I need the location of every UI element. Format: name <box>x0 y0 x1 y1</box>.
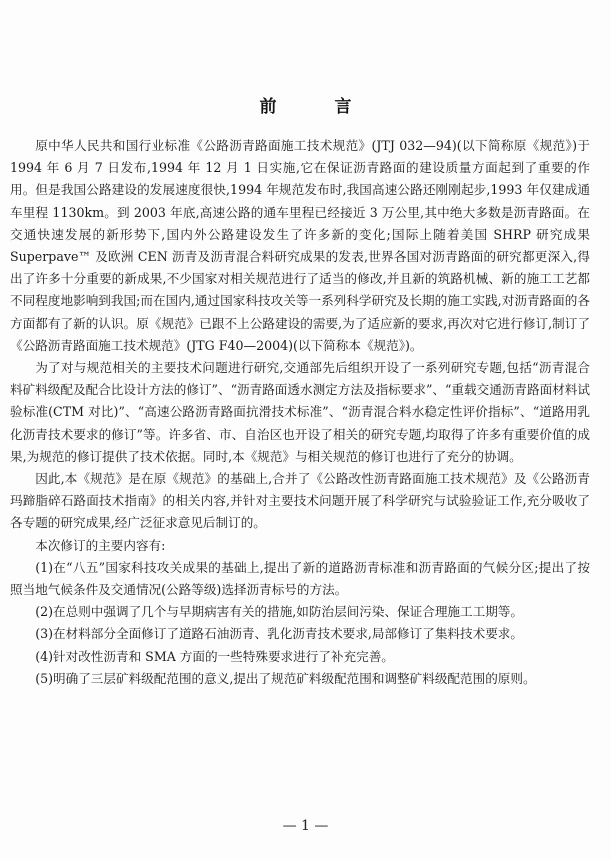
paragraph-revision-heading: 本次修订的主要内容有: <box>35 537 166 553</box>
list-item-revision-1: (1)在“八五”国家科技攻关成果的基础上,提出了新的道路沥青标准和沥青路面的气候分区;提出了按照当地气候条件及交通情况(公路等级)选择沥青标号的方法。 <box>10 559 590 598</box>
page-title: 前 言 <box>259 97 378 117</box>
preface-body <box>10 135 590 690</box>
paragraph-research-topics: 为了对与规范相关的主要技术问题进行研究,交通部先后组织开设了一系列研究专题,包括“沥青混合料矿料级配及配合比设计方法的修订”、“沥青路面透水测定方法及指标要求”、“重载交通沥青路面材料试验标准(CTM 对比)”、“高速公路沥青路面抗滑技术标准”、“沥青混合料水稳定性评价指标”、“道路用乳化沥青技术要求的修订”等。许多省、市、自治区也开设了相关的研究专题,均取得了许多有重要价值的成果,为规范的修订提供了技术依据。同时,本《规范》与相关规范的修订也进行了充分的协调。 <box>10 360 590 464</box>
list-item-revision-5: (5)明确了三层矿料级配范围的意义,提出了规范矿料级配范围和调整矿料级配范围的原则。 <box>35 670 536 686</box>
paragraph-intro: 原中华人民共和国行业标准《公路沥青路面施工技术规范》(JTJ 032—94)(以下简称原《规范》)于 1994 年 6 月 7 日发布,1994 年 12 月 1 日实施,它在保证沥青路面的建设质量方面起到了重要的作用。但是我国公路建设的发展速度很快,1994 年规范发布时,我国高速公路还刚刚起步,1993 年仅建成通车里程 1130km。到 2003 年底,高速公路的通车里程已经接近 3 万公里,其中绝大多数是沥青路面。在交通快速发展的新形势下,国内外公路建设发生了许多新的变化;国际上随着美国 SHRP 研究成果 Superpave™ 及欧洲 CEN 沥青及沥青混合料研究成果的发表,世界各国对沥青路面的研究都更深入,得出了许多十分重要的新成果,不少国家对相关规范进行了适当的修改,并且新的筑路机械、新的施工工艺都不同程度地影响到我国;而在国内,通过国家科技攻关等一系列科学研究及长期的施工实践,对沥青路面的各方面都有了新的认识。原《规范》已跟不上公路建设的需要,为了适应新的要求,再次对它进行修订,制订了《公路沥青路面施工技术规范》(JTG F40—2004)(以下简称本《规范》)。 <box>10 138 590 353</box>
paragraph-merge-basis: 因此,本《规范》是在原《规范》的基础上,合并了《公路改性沥青路面施工技术规范》及《公路沥青玛蹄脂碎石路面技术指南》的相关内容,并针对主要技术问题开展了科学研究与试验验证工作,充分吸收了各专题的研究成果,经广泛征求意见后制订的。 <box>10 471 590 531</box>
list-item-revision-3: (3)在材料部分全面修订了道路石油沥青、乳化沥青技术要求,局部修订了集料技术要求。 <box>35 626 523 642</box>
list-item-revision-2: (2)在总则中强调了几个与早期病害有关的措施,如防治层间污染、保证合理施工工期等。 <box>35 604 523 620</box>
list-item-revision-4: (4)针对改性沥青和 SMA 方面的一些特殊要求进行了补充完善。 <box>35 648 394 664</box>
page-number: — 1 — <box>282 818 329 834</box>
